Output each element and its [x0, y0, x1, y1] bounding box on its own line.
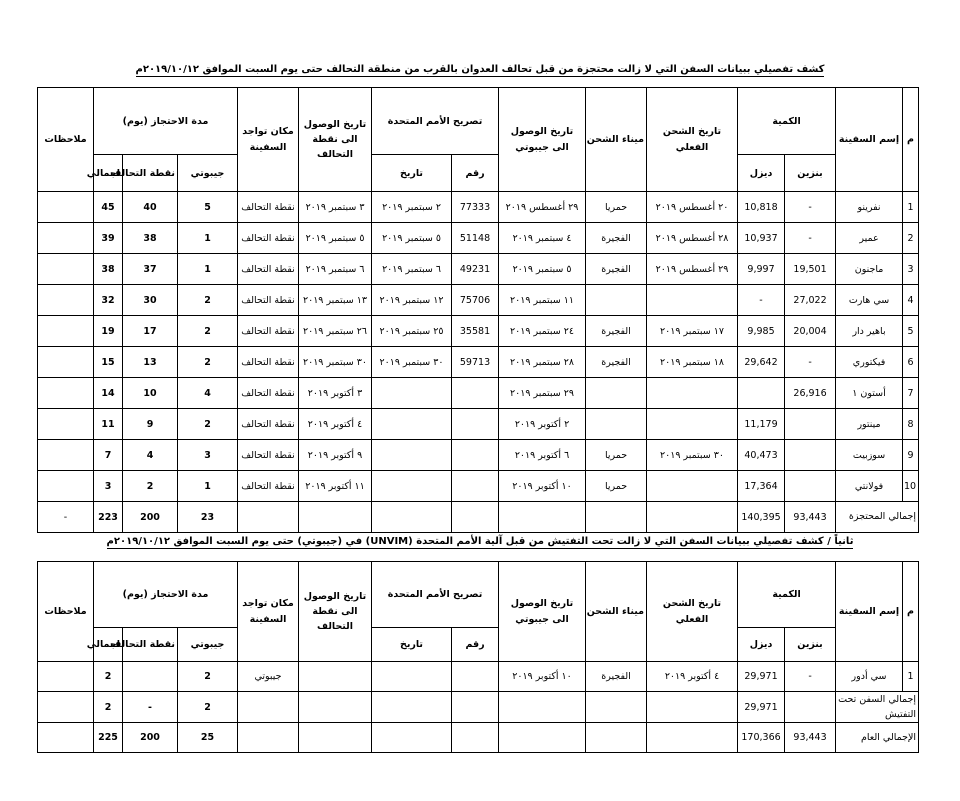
cell-djibouti-days: 3 — [178, 440, 238, 471]
cell-location: نقطة التحالف — [238, 285, 299, 316]
cell-coalition-days: 38 — [123, 223, 178, 254]
table-row — [38, 223, 919, 254]
cell-loading-date: ٤ أكتوبر ٢٠١٩ — [647, 662, 738, 692]
col-total-days-header: اجمالي — [94, 155, 123, 192]
col-ship-name-header: إسم السفينة — [836, 88, 903, 192]
col-petrol-header: بنزين — [785, 628, 836, 662]
cell-diesel: 29,971 — [738, 662, 785, 692]
cell-diesel: 10,937 — [738, 223, 785, 254]
col-un-permit-header: تصريح الأمم المتحدة — [372, 88, 499, 155]
empty-cell — [499, 723, 586, 753]
cell-permit-no — [452, 440, 499, 471]
cell-ship-name: سوزبيت — [836, 440, 903, 471]
cell-notes — [38, 316, 94, 347]
cell-location: نقطة التحالف — [238, 471, 299, 502]
cell-location: نقطة التحالف — [238, 378, 299, 409]
cell-loading-port — [586, 409, 647, 440]
cell-arrival-coalition: ٣٠ سبتمبر ٢٠١٩ — [299, 347, 372, 378]
cell-djibouti-days: 2 — [178, 347, 238, 378]
cell-djibouti-days: 2 — [178, 285, 238, 316]
cell-permit-no — [452, 409, 499, 440]
cell-location: نقطة التحالف — [238, 316, 299, 347]
inspection-ships-table — [37, 561, 919, 753]
total-notes — [38, 723, 94, 753]
cell-petrol: 20,004 — [785, 316, 836, 347]
cell-permit-no: 51148 — [452, 223, 499, 254]
cell-permit-date: ٢ سبتمبر ٢٠١٩ — [372, 192, 452, 223]
total-total-days: 225 — [94, 723, 123, 753]
cell-total-days: 3 — [94, 471, 123, 502]
cell-arrival-coalition: ٣ سبتمبر ٢٠١٩ — [299, 192, 372, 223]
cell-arrival-coalition: ١١ أكتوبر ٢٠١٩ — [299, 471, 372, 502]
empty-cell — [372, 692, 452, 723]
cell-num: 2 — [903, 223, 919, 254]
cell-location: جيبوتي — [238, 662, 299, 692]
cell-diesel: 9,997 — [738, 254, 785, 285]
cell-total-days: 45 — [94, 192, 123, 223]
cell-loading-date — [647, 285, 738, 316]
cell-diesel — [738, 378, 785, 409]
table-row — [38, 285, 919, 316]
cell-num: 1 — [903, 192, 919, 223]
empty-cell — [299, 502, 372, 533]
cell-total-days: 39 — [94, 223, 123, 254]
total-diesel: 170,366 — [738, 723, 785, 753]
cell-loading-port: حمريا — [586, 471, 647, 502]
cell-petrol: - — [785, 662, 836, 692]
empty-cell — [586, 502, 647, 533]
cell-arrival-djibouti: ٦ أكتوبر ٢٠١٩ — [499, 440, 586, 471]
table-row — [38, 316, 919, 347]
cell-location: نقطة التحالف — [238, 440, 299, 471]
cell-ship-name: أستون ١ — [836, 378, 903, 409]
cell-arrival-coalition: ١٣ سبتمبر ٢٠١٩ — [299, 285, 372, 316]
cell-loading-date — [647, 471, 738, 502]
cell-location: نقطة التحالف — [238, 192, 299, 223]
cell-num: 5 — [903, 316, 919, 347]
col-quantity-header: الكمية — [738, 562, 836, 628]
cell-ship-name: مينتور — [836, 409, 903, 440]
col-diesel-header: ديزل — [738, 628, 785, 662]
cell-notes — [38, 347, 94, 378]
cell-permit-no — [452, 378, 499, 409]
table1-title: كشف تفصيلي ببيانات السفن التي لا زالت محتجزة من قبل تحالف العدوان بالقرب من منطقة التحالف حتى يوم السبت الموافق ٢٠١٩/١٠/١٢م — [135, 64, 825, 75]
cell-loading-date: ١٨ سبتمبر ٢٠١٩ — [647, 347, 738, 378]
cell-notes — [38, 440, 94, 471]
cell-location: نقطة التحالف — [238, 254, 299, 285]
cell-notes — [38, 285, 94, 316]
cell-num: 1 — [903, 662, 919, 692]
col-total-days-header: اجمالي — [94, 628, 123, 662]
cell-coalition-days: 40 — [123, 192, 178, 223]
col-loading-port-header: ميناء الشحن — [586, 562, 647, 662]
empty-cell — [299, 723, 372, 753]
empty-cell — [647, 723, 738, 753]
cell-arrival-coalition: ٣ أكتوبر ٢٠١٩ — [299, 378, 372, 409]
col-arrival-coalition-header: تاريخ الوصول الى نقطة التحالف — [299, 88, 372, 192]
cell-arrival-djibouti: ١٠ أكتوبر ٢٠١٩ — [499, 662, 586, 692]
total-djibouti-days: 23 — [178, 502, 238, 533]
col-permit-date-header: تاريخ — [372, 155, 452, 192]
cell-notes — [38, 471, 94, 502]
cell-loading-date: ٢٠ أغسطس ٢٠١٩ — [647, 192, 738, 223]
total-notes: - — [38, 502, 94, 533]
cell-notes — [38, 662, 94, 692]
cell-arrival-coalition: ٦ سبتمبر ٢٠١٩ — [299, 254, 372, 285]
col-ship-name-header: إسم السفينة — [836, 562, 903, 662]
col-arrival-djibouti-header: تاريخ الوصول الى جيبوتي — [499, 88, 586, 192]
cell-coalition-days: 30 — [123, 285, 178, 316]
cell-permit-no: 35581 — [452, 316, 499, 347]
table-row — [38, 378, 919, 409]
cell-permit-no: 75706 — [452, 285, 499, 316]
empty-cell — [452, 723, 499, 753]
cell-diesel: 11,179 — [738, 409, 785, 440]
total-label: إجمالي السفن تحت التفتيش — [836, 692, 919, 723]
col-permit-date-header: تاريخ — [372, 628, 452, 662]
cell-coalition-days: 2 — [123, 471, 178, 502]
detained-ships-table — [37, 87, 919, 533]
cell-petrol: 27,022 — [785, 285, 836, 316]
col-coalition-days-header: نقطة التحالف — [123, 628, 178, 662]
total-diesel: 29,971 — [738, 692, 785, 723]
table-row — [38, 254, 919, 285]
empty-cell — [452, 502, 499, 533]
empty-cell — [238, 502, 299, 533]
table-row — [38, 662, 919, 692]
cell-petrol: - — [785, 347, 836, 378]
col-detention-header: مدة الاحتجاز (يوم) — [94, 562, 238, 628]
empty-cell — [372, 723, 452, 753]
cell-arrival-coalition: ٥ سبتمبر ٢٠١٩ — [299, 223, 372, 254]
cell-permit-no — [452, 662, 499, 692]
cell-permit-date — [372, 471, 452, 502]
cell-total-days: 32 — [94, 285, 123, 316]
cell-permit-date: ٥ سبتمبر ٢٠١٩ — [372, 223, 452, 254]
cell-permit-date — [372, 409, 452, 440]
col-quantity-header: الكمية — [738, 88, 836, 155]
table-row — [38, 440, 919, 471]
cell-petrol: - — [785, 223, 836, 254]
col-notes-header: ملاحظات — [38, 88, 94, 192]
cell-ship-name: ماجنون — [836, 254, 903, 285]
empty-cell — [586, 692, 647, 723]
cell-loading-port: حمريا — [586, 440, 647, 471]
total-row — [38, 723, 919, 753]
col-petrol-header: بنزين — [785, 155, 836, 192]
col-permit-no-header: رقم — [452, 628, 499, 662]
cell-loading-date: ٢٩ أغسطس ٢٠١٩ — [647, 254, 738, 285]
table2-title: ثانياً / كشف تفصيلي ببيانات السفن التي لا زالت تحت التفتيش من قبل آلية الأمم المتحدة (UNVIM) في (جيبوتي) حتى يوم السبت الموافق ٢٠١٩/١٠/١٢م — [106, 536, 854, 547]
total-petrol: 93,443 — [785, 723, 836, 753]
cell-arrival-djibouti: ١٠ أكتوبر ٢٠١٩ — [499, 471, 586, 502]
cell-permit-no — [452, 471, 499, 502]
cell-loading-port: الفجيرة — [586, 347, 647, 378]
total-coalition-days: 200 — [123, 723, 178, 753]
table-row — [38, 192, 919, 223]
cell-diesel: - — [738, 285, 785, 316]
total-label: الإجمالي العام — [836, 723, 919, 753]
cell-petrol — [785, 471, 836, 502]
cell-djibouti-days: 5 — [178, 192, 238, 223]
cell-ship-name: سي هارت — [836, 285, 903, 316]
table-row — [38, 409, 919, 440]
cell-djibouti-days: 1 — [178, 223, 238, 254]
cell-petrol — [785, 409, 836, 440]
empty-cell — [647, 502, 738, 533]
cell-num: 3 — [903, 254, 919, 285]
cell-arrival-coalition: ٤ أكتوبر ٢٠١٩ — [299, 409, 372, 440]
empty-cell — [238, 723, 299, 753]
cell-loading-date — [647, 378, 738, 409]
cell-arrival-djibouti: ٢٨ سبتمبر ٢٠١٩ — [499, 347, 586, 378]
cell-coalition-days: 9 — [123, 409, 178, 440]
col-arrival-djibouti-header: تاريخ الوصول الى جيبوتي — [499, 562, 586, 662]
cell-arrival-djibouti: ٤ سبتمبر ٢٠١٩ — [499, 223, 586, 254]
cell-djibouti-days: 2 — [178, 409, 238, 440]
cell-permit-no: 49231 — [452, 254, 499, 285]
cell-notes — [38, 409, 94, 440]
cell-loading-port — [586, 378, 647, 409]
cell-num: 10 — [903, 471, 919, 502]
cell-ship-name: فيكتوري — [836, 347, 903, 378]
cell-ship-name: فولانتي — [836, 471, 903, 502]
cell-num: 9 — [903, 440, 919, 471]
cell-petrol: 26,916 — [785, 378, 836, 409]
col-num-header: م — [903, 88, 919, 192]
total-diesel: 140,395 — [738, 502, 785, 533]
cell-coalition-days: 4 — [123, 440, 178, 471]
empty-cell — [238, 692, 299, 723]
cell-total-days: 2 — [94, 662, 123, 692]
total-row — [38, 502, 919, 533]
cell-loading-date — [647, 409, 738, 440]
empty-cell — [499, 692, 586, 723]
cell-diesel: 40,473 — [738, 440, 785, 471]
cell-total-days: 11 — [94, 409, 123, 440]
cell-diesel: 9,985 — [738, 316, 785, 347]
cell-num: 7 — [903, 378, 919, 409]
cell-total-days: 7 — [94, 440, 123, 471]
col-coalition-days-header: نقطة التحالف — [123, 155, 178, 192]
cell-loading-port: الفجيرة — [586, 316, 647, 347]
total-djibouti-days: 25 — [178, 723, 238, 753]
cell-arrival-djibouti: ١١ سبتمبر ٢٠١٩ — [499, 285, 586, 316]
col-loading-date-header: تاريخ الشحن الفعلي — [647, 88, 738, 192]
cell-ship-name: عمير — [836, 223, 903, 254]
cell-loading-date: ١٧ سبتمبر ٢٠١٩ — [647, 316, 738, 347]
cell-permit-date — [372, 378, 452, 409]
cell-num: 4 — [903, 285, 919, 316]
cell-arrival-djibouti: ٢٤ سبتمبر ٢٠١٩ — [499, 316, 586, 347]
empty-cell — [586, 723, 647, 753]
cell-arrival-coalition: ٢٦ سبتمبر ٢٠١٩ — [299, 316, 372, 347]
cell-arrival-djibouti: ٢٩ سبتمبر ٢٠١٩ — [499, 378, 586, 409]
total-djibouti-days: 2 — [178, 692, 238, 723]
cell-total-days: 38 — [94, 254, 123, 285]
cell-loading-date: ٣٠ سبتمبر ٢٠١٩ — [647, 440, 738, 471]
cell-permit-date: ١٢ سبتمبر ٢٠١٩ — [372, 285, 452, 316]
col-un-permit-header: تصريح الأمم المتحدة — [372, 562, 499, 628]
cell-djibouti-days: 2 — [178, 316, 238, 347]
cell-notes — [38, 223, 94, 254]
cell-arrival-djibouti: ٢ أكتوبر ٢٠١٩ — [499, 409, 586, 440]
cell-djibouti-days: 2 — [178, 662, 238, 692]
table-row — [38, 471, 919, 502]
cell-diesel: 17,364 — [738, 471, 785, 502]
total-total-days: 2 — [94, 692, 123, 723]
cell-loading-port: الفجيرة — [586, 662, 647, 692]
cell-coalition-days: 13 — [123, 347, 178, 378]
cell-num: 8 — [903, 409, 919, 440]
table-row — [38, 347, 919, 378]
cell-location: نقطة التحالف — [238, 409, 299, 440]
total-petrol — [785, 692, 836, 723]
cell-total-days: 15 — [94, 347, 123, 378]
empty-cell — [372, 502, 452, 533]
cell-notes — [38, 378, 94, 409]
cell-loading-port — [586, 285, 647, 316]
cell-permit-no: 59713 — [452, 347, 499, 378]
empty-cell — [299, 692, 372, 723]
cell-notes — [38, 192, 94, 223]
col-djibouti-days-header: جيبوتي — [178, 628, 238, 662]
cell-permit-date: ٢٥ سبتمبر ٢٠١٩ — [372, 316, 452, 347]
cell-diesel: 10,818 — [738, 192, 785, 223]
cell-permit-date — [372, 440, 452, 471]
cell-total-days: 19 — [94, 316, 123, 347]
cell-loading-port: الفجيرة — [586, 254, 647, 285]
cell-loading-date: ٢٨ أغسطس ٢٠١٩ — [647, 223, 738, 254]
cell-coalition-days: 17 — [123, 316, 178, 347]
col-location-header: مكان تواجد السفينة — [238, 88, 299, 192]
total-notes — [38, 692, 94, 723]
cell-permit-date: ٣٠ سبتمبر ٢٠١٩ — [372, 347, 452, 378]
cell-arrival-djibouti: ٢٩ أغسطس ٢٠١٩ — [499, 192, 586, 223]
total-row — [38, 692, 919, 723]
empty-cell — [452, 692, 499, 723]
cell-ship-name: باهير دار — [836, 316, 903, 347]
cell-petrol: 19,501 — [785, 254, 836, 285]
total-petrol: 93,443 — [785, 502, 836, 533]
total-label: إجمالي المحتجزة — [836, 502, 919, 533]
cell-permit-date: ٦ سبتمبر ٢٠١٩ — [372, 254, 452, 285]
cell-diesel: 29,642 — [738, 347, 785, 378]
col-loading-date-header: تاريخ الشحن الفعلي — [647, 562, 738, 662]
cell-ship-name: نفرينو — [836, 192, 903, 223]
cell-permit-no: 77333 — [452, 192, 499, 223]
cell-arrival-djibouti: ٥ سبتمبر ٢٠١٩ — [499, 254, 586, 285]
cell-num: 6 — [903, 347, 919, 378]
cell-loading-port: حمريا — [586, 192, 647, 223]
cell-coalition-days — [123, 662, 178, 692]
cell-djibouti-days: 1 — [178, 471, 238, 502]
cell-arrival-coalition: ٩ أكتوبر ٢٠١٩ — [299, 440, 372, 471]
col-location-header: مكان تواجد السفينة — [238, 562, 299, 662]
total-coalition-days: - — [123, 692, 178, 723]
empty-cell — [499, 502, 586, 533]
col-permit-no-header: رقم — [452, 155, 499, 192]
col-detention-header: مدة الاحتجاز (يوم) — [94, 88, 238, 155]
cell-total-days: 14 — [94, 378, 123, 409]
empty-cell — [647, 692, 738, 723]
col-loading-port-header: ميناء الشحن — [586, 88, 647, 192]
cell-location: نقطة التحالف — [238, 347, 299, 378]
col-diesel-header: ديزل — [738, 155, 785, 192]
cell-petrol: - — [785, 192, 836, 223]
cell-petrol — [785, 440, 836, 471]
col-notes-header: ملاحظات — [38, 562, 94, 662]
col-djibouti-days-header: جيبوتي — [178, 155, 238, 192]
cell-location: نقطة التحالف — [238, 223, 299, 254]
cell-djibouti-days: 1 — [178, 254, 238, 285]
cell-loading-port: الفجيرة — [586, 223, 647, 254]
cell-coalition-days: 37 — [123, 254, 178, 285]
cell-ship-name: سي أدور — [836, 662, 903, 692]
total-coalition-days: 200 — [123, 502, 178, 533]
total-total-days: 223 — [94, 502, 123, 533]
cell-coalition-days: 10 — [123, 378, 178, 409]
cell-notes — [38, 254, 94, 285]
cell-permit-date — [372, 662, 452, 692]
cell-arrival-coalition — [299, 662, 372, 692]
col-num-header: م — [903, 562, 919, 662]
col-arrival-coalition-header: تاريخ الوصول الى نقطة التحالف — [299, 562, 372, 662]
cell-djibouti-days: 4 — [178, 378, 238, 409]
